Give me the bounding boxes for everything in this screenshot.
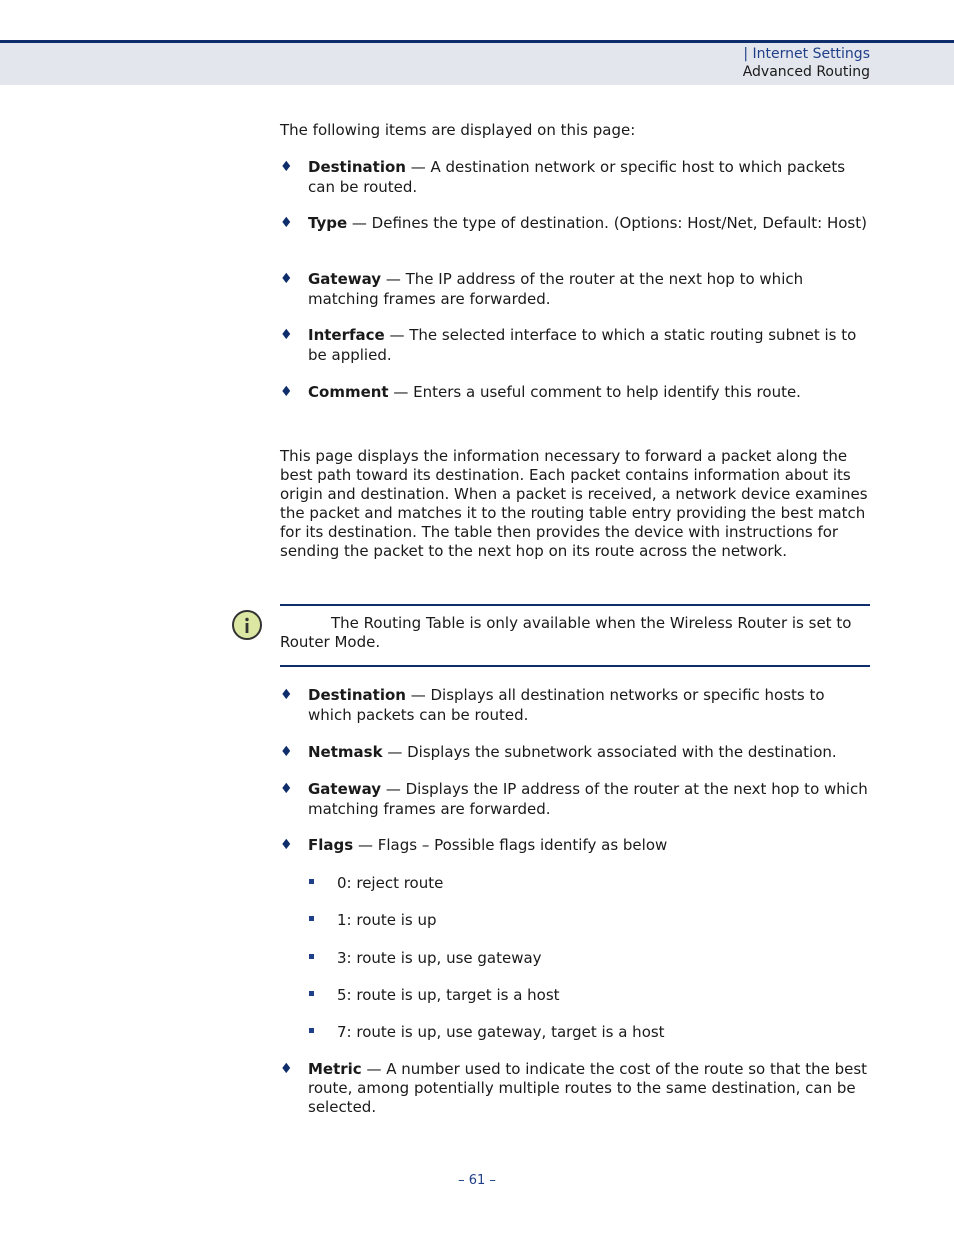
header-subsection-title: Advanced Routing bbox=[742, 64, 870, 80]
item-desc: — Flags – Possible flags identify as below bbox=[353, 836, 668, 854]
list-item-comment bbox=[280, 382, 870, 402]
header-section-title: | Internet Settings bbox=[743, 46, 870, 62]
routing-table-description: This page displays the information necessary to forward a packet along the best path toward its destination. Each packet contains information about its origin and destination. When a packet is received, a network device examines the packet and matches it to the routing table entry providing the best match for its destination. The table then provides the device with instructions for sending the packet to the next hop on its route across the network. bbox=[280, 447, 868, 560]
list-item-destination bbox=[280, 157, 870, 197]
flag-item bbox=[308, 948, 868, 968]
diamond-bullet-icon: ♦ bbox=[280, 327, 293, 343]
diamond-bullet-icon: ♦ bbox=[280, 271, 293, 287]
flag-item bbox=[308, 873, 868, 893]
diamond-bullet-icon: ♦ bbox=[280, 687, 293, 703]
item-desc: — A number used to indicate the cost of the route so that the best route, among potentially multiple routes to the same destination, can be selected. bbox=[308, 1060, 868, 1116]
flag-text: 5: route is up, target is a host bbox=[337, 986, 560, 1004]
square-bullet-icon bbox=[309, 991, 314, 996]
square-bullet-icon bbox=[309, 879, 314, 884]
square-bullet-icon bbox=[309, 954, 314, 959]
item-term: Comment bbox=[308, 383, 389, 401]
note-top-rule bbox=[280, 604, 870, 606]
list-item-interface bbox=[280, 325, 870, 365]
diamond-bullet-icon: ♦ bbox=[280, 744, 293, 760]
list-item-rt-netmask bbox=[280, 742, 870, 762]
flag-item bbox=[308, 1022, 868, 1042]
item-desc: — Defines the type of destination. (Options: Host/Net, Default: Host) bbox=[347, 214, 867, 232]
item-desc: — Enters a useful comment to help identify this route. bbox=[388, 383, 801, 401]
item-desc: — The IP address of the router at the next hop to which matching frames are forwarded. bbox=[308, 270, 804, 308]
diamond-bullet-icon: ♦ bbox=[280, 1061, 293, 1077]
list-item-rt-destination bbox=[280, 685, 870, 725]
item-term: Interface bbox=[308, 326, 385, 344]
item-desc: — A destination network or specific host to which packets can be routed. bbox=[308, 158, 846, 196]
diamond-bullet-icon: ♦ bbox=[280, 781, 293, 797]
item-term: Destination bbox=[308, 158, 406, 176]
item-desc: — Displays the IP address of the router at the next hop to which matching frames are forwarded. bbox=[308, 780, 868, 818]
intro-text: The following items are displayed on this page: bbox=[280, 121, 636, 139]
list-item-rt-metric bbox=[280, 1060, 870, 1117]
item-term: Metric bbox=[308, 1060, 362, 1078]
square-bullet-icon bbox=[309, 1028, 314, 1033]
item-term: Gateway bbox=[308, 270, 382, 288]
diamond-bullet-icon: ♦ bbox=[280, 215, 293, 231]
item-term: Type bbox=[308, 214, 348, 232]
note-bottom-rule bbox=[280, 665, 870, 667]
item-term: Gateway bbox=[308, 780, 382, 798]
square-bullet-icon bbox=[309, 916, 314, 921]
item-desc: — Displays the subnetwork associated with the destination. bbox=[382, 743, 837, 761]
item-desc: — Displays all destination networks or specific hosts to which packets can be routed. bbox=[308, 686, 825, 724]
list-item-gateway bbox=[280, 269, 870, 309]
note-text: The Routing Table is only available when the Wireless Router is set to Router Mode. bbox=[280, 614, 852, 651]
diamond-bullet-icon: ♦ bbox=[280, 159, 293, 175]
list-item-rt-flags bbox=[280, 835, 870, 855]
flag-text: 7: route is up, use gateway, target is a host bbox=[337, 1023, 665, 1041]
list-item-rt-gateway bbox=[280, 779, 870, 819]
flag-text: 1: route is up bbox=[337, 911, 437, 929]
diamond-bullet-icon: ♦ bbox=[280, 384, 293, 400]
item-term: Netmask bbox=[308, 743, 383, 761]
page-number: – 61 – bbox=[458, 1173, 496, 1188]
flag-item bbox=[308, 985, 868, 1005]
info-icon bbox=[232, 610, 262, 640]
item-term: Destination bbox=[308, 686, 406, 704]
list-item-type bbox=[280, 213, 870, 233]
item-term: Flags bbox=[308, 836, 354, 854]
flag-text: 0: reject route bbox=[337, 874, 444, 892]
flag-item bbox=[308, 910, 868, 930]
item-desc: — The selected interface to which a static routing subnet is to be applied. bbox=[308, 326, 857, 364]
flag-text: 3: route is up, use gateway bbox=[337, 949, 542, 967]
diamond-bullet-icon: ♦ bbox=[280, 837, 293, 853]
